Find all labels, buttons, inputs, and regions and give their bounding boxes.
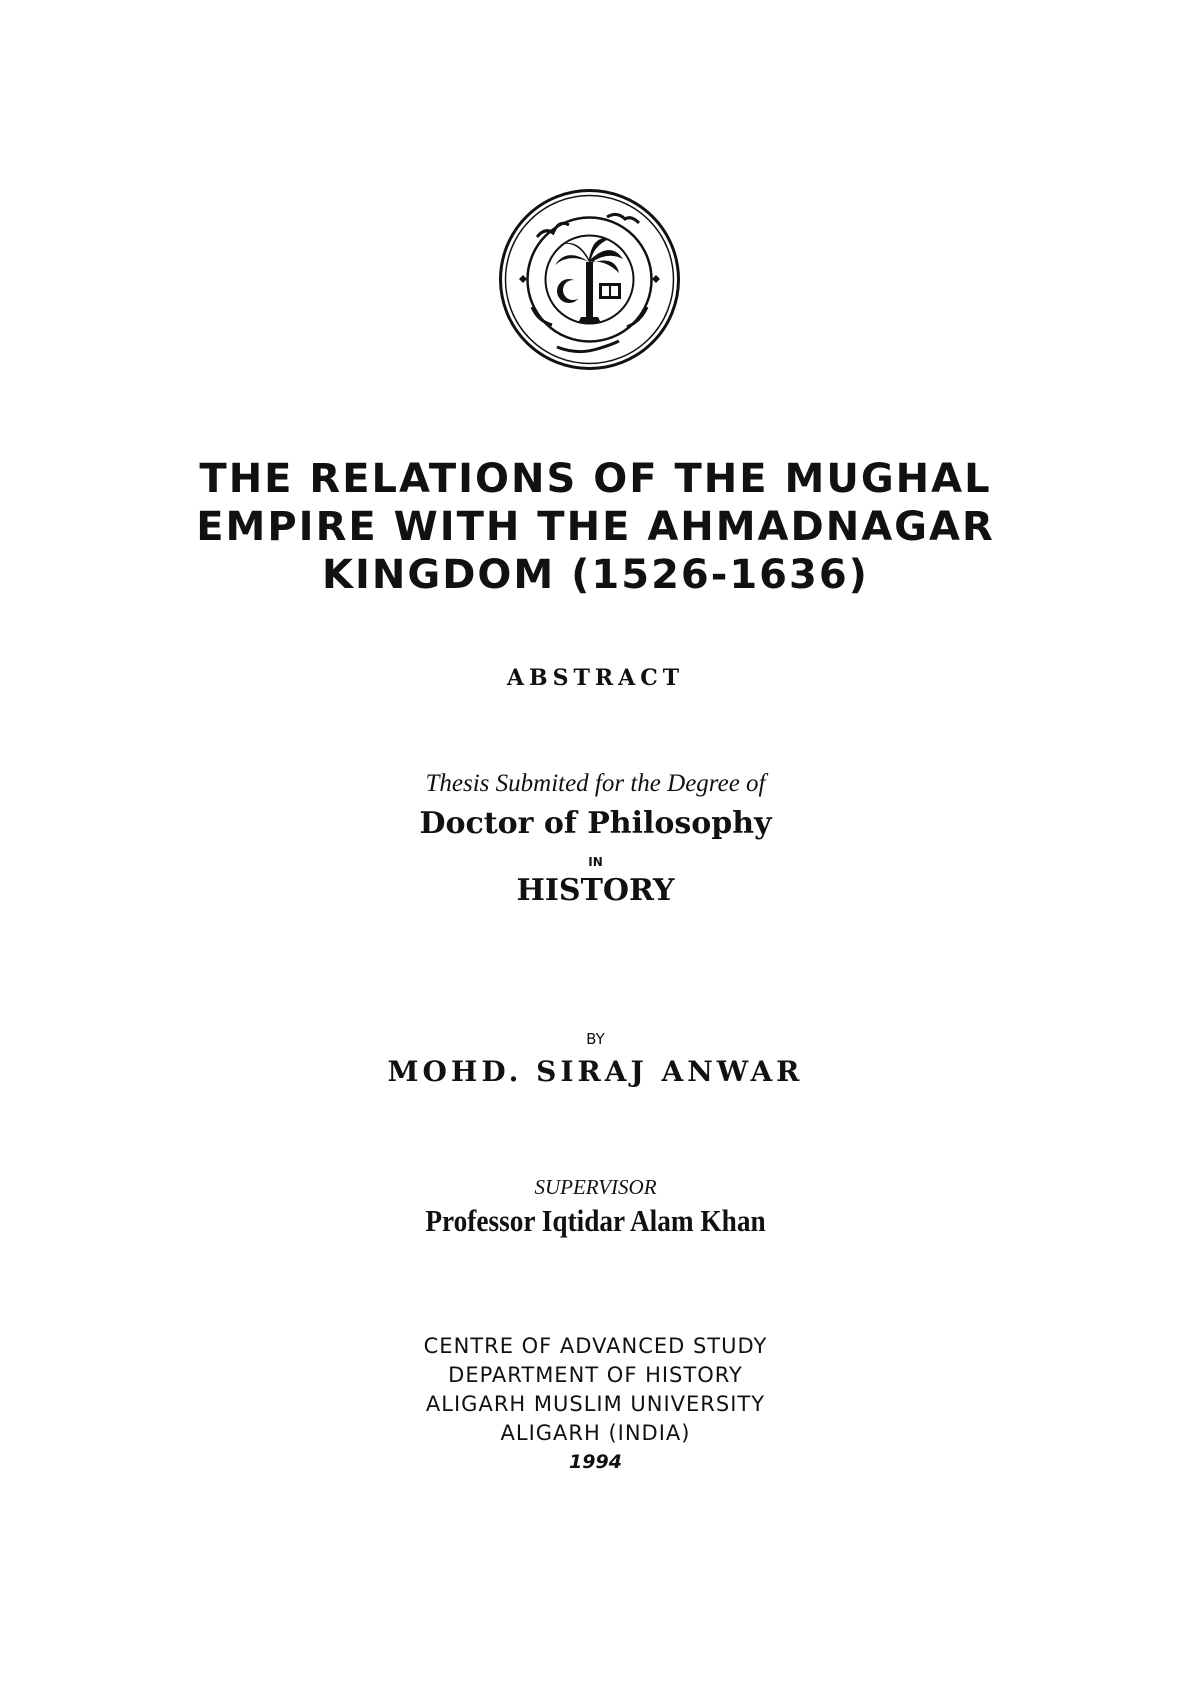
by-label: BY xyxy=(586,1030,605,1048)
university-seal-icon xyxy=(497,187,682,372)
subject-name: HISTORY xyxy=(516,873,675,908)
title-line-2: EMPIRE WITH THE AHMADNAGAR xyxy=(196,504,995,550)
institution-line-1: CENTRE OF ADVANCED STUDY xyxy=(423,1334,768,1358)
submission-statement: Thesis Submited for the Degree of xyxy=(425,770,766,797)
title-line-3: KINGDOM (1526-1636) xyxy=(322,552,869,598)
in-label: IN xyxy=(588,855,603,869)
year: 1994 xyxy=(569,1451,622,1473)
institution-line-2: DEPARTMENT OF HISTORY xyxy=(448,1363,743,1387)
institution-line-3: ALIGARH MUSLIM UNIVERSITY xyxy=(425,1392,766,1416)
supervisor-name: Professor Iqtidar Alam Khan xyxy=(425,1203,766,1238)
institution-block xyxy=(0,1332,1191,1477)
supervisor-label: SUPERVISOR xyxy=(534,1175,657,1199)
institution-line-4: ALIGARH (INDIA) xyxy=(500,1421,691,1445)
abstract-label: ABSTRACT xyxy=(506,665,685,691)
author-name: MOHD. SIRAJ ANWAR xyxy=(387,1055,804,1088)
thesis-title xyxy=(0,455,1191,599)
degree-name: Doctor of Philosophy xyxy=(419,806,772,841)
title-line-1: THE RELATIONS OF THE MUGHAL xyxy=(199,456,992,502)
